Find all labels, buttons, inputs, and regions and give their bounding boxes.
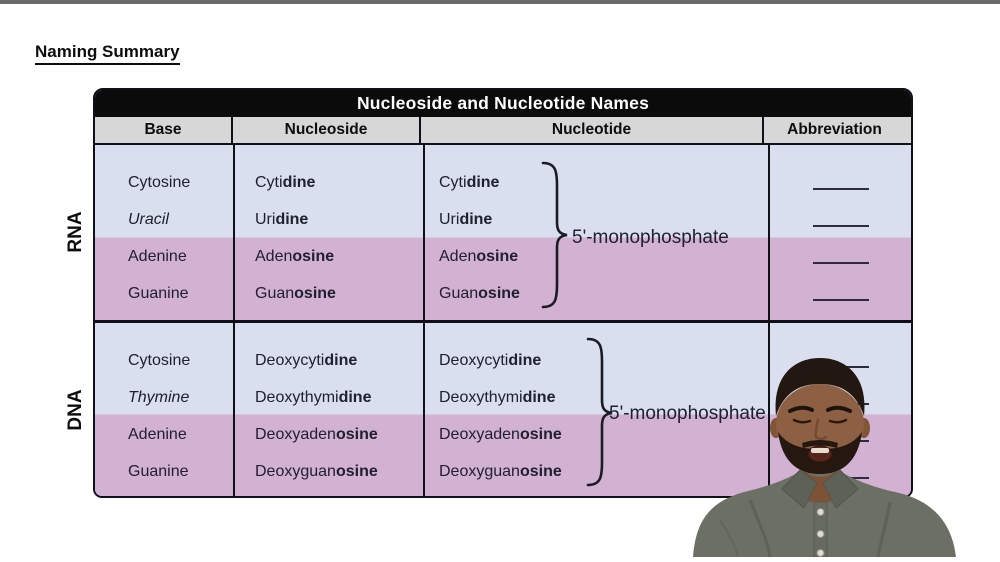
row-group-label-rna: RNA <box>65 211 86 253</box>
nucleoside-cell: Deoxyadenosine <box>255 426 378 443</box>
column-header-base: Base <box>95 117 233 143</box>
nucleoside-cell: Cytidine <box>255 174 316 191</box>
rna-section <box>95 145 911 320</box>
button <box>817 509 824 516</box>
base-cell: Adenine <box>128 426 187 443</box>
abbreviation-cell <box>770 238 911 275</box>
nucleotide-cell: Uridine <box>439 211 493 228</box>
page-title: Naming Summary <box>35 42 180 65</box>
table-row <box>95 238 911 275</box>
nucleoside-cell: Deoxycytidine <box>255 352 358 369</box>
button <box>817 550 824 557</box>
base-cell: Adenine <box>128 248 187 265</box>
base-cell: Guanine <box>128 285 189 302</box>
nucleotide-cell: Cytidine <box>439 174 500 191</box>
monophosphate-label: 5'-monophosphate <box>609 403 766 424</box>
nucleotide-cell: Deoxycytidine <box>439 352 542 369</box>
abbreviation-blank-line <box>813 299 869 301</box>
abbreviation-cell <box>770 164 911 201</box>
button <box>817 531 824 538</box>
column-divider <box>233 145 235 320</box>
table-row <box>95 201 911 238</box>
nucleotide-cell: Adenosine <box>439 248 519 265</box>
abbreviation-cell <box>770 201 911 238</box>
column-header-abbreviation: Abbreviation <box>787 121 882 138</box>
nucleoside-cell: Deoxythymidine <box>255 389 372 406</box>
nucleotide-cell: Deoxythymidine <box>439 389 556 406</box>
base-cell: Thymine <box>128 389 190 406</box>
nucleoside-cell: Deoxyguanosine <box>255 463 378 480</box>
column-divider <box>768 145 770 320</box>
nucleotide-cell: Deoxyguanosine <box>439 463 562 480</box>
column-header-nucleotide: Nucleotide <box>421 117 764 143</box>
abbreviation-blank-line <box>813 188 869 190</box>
column-divider <box>233 323 235 496</box>
abbreviation-blank-line <box>813 225 869 227</box>
instructor-webcam <box>690 350 960 557</box>
nucleoside-cell: Guanosine <box>255 285 336 302</box>
base-cell: Cytosine <box>128 174 191 191</box>
column-header-nucleoside: Nucleoside <box>233 117 421 143</box>
table-row <box>95 275 911 312</box>
top-border-bar <box>0 0 1000 4</box>
nucleotide-cell: Deoxyadenosine <box>439 426 562 443</box>
nucleoside-cell: Adenosine <box>255 248 335 265</box>
nucleotide-cell: Guanosine <box>439 285 520 302</box>
table-header-row <box>95 117 911 145</box>
abbreviation-blank-line <box>813 262 869 264</box>
row-group-label-dna: DNA <box>65 389 86 431</box>
abbreviation-cell <box>770 275 911 312</box>
base-cell: Guanine <box>128 463 189 480</box>
table-title: Nucleoside and Nucleotide Names <box>95 90 911 117</box>
monophosphate-label: 5'-monophosphate <box>572 227 729 248</box>
table-row <box>95 164 911 201</box>
grouping-brace <box>540 160 570 310</box>
nucleoside-cell: Uridine <box>255 211 309 228</box>
column-divider <box>423 323 425 496</box>
teeth <box>811 448 829 453</box>
base-cell: Uracil <box>128 211 169 228</box>
base-cell: Cytosine <box>128 352 191 369</box>
column-divider <box>423 145 425 320</box>
